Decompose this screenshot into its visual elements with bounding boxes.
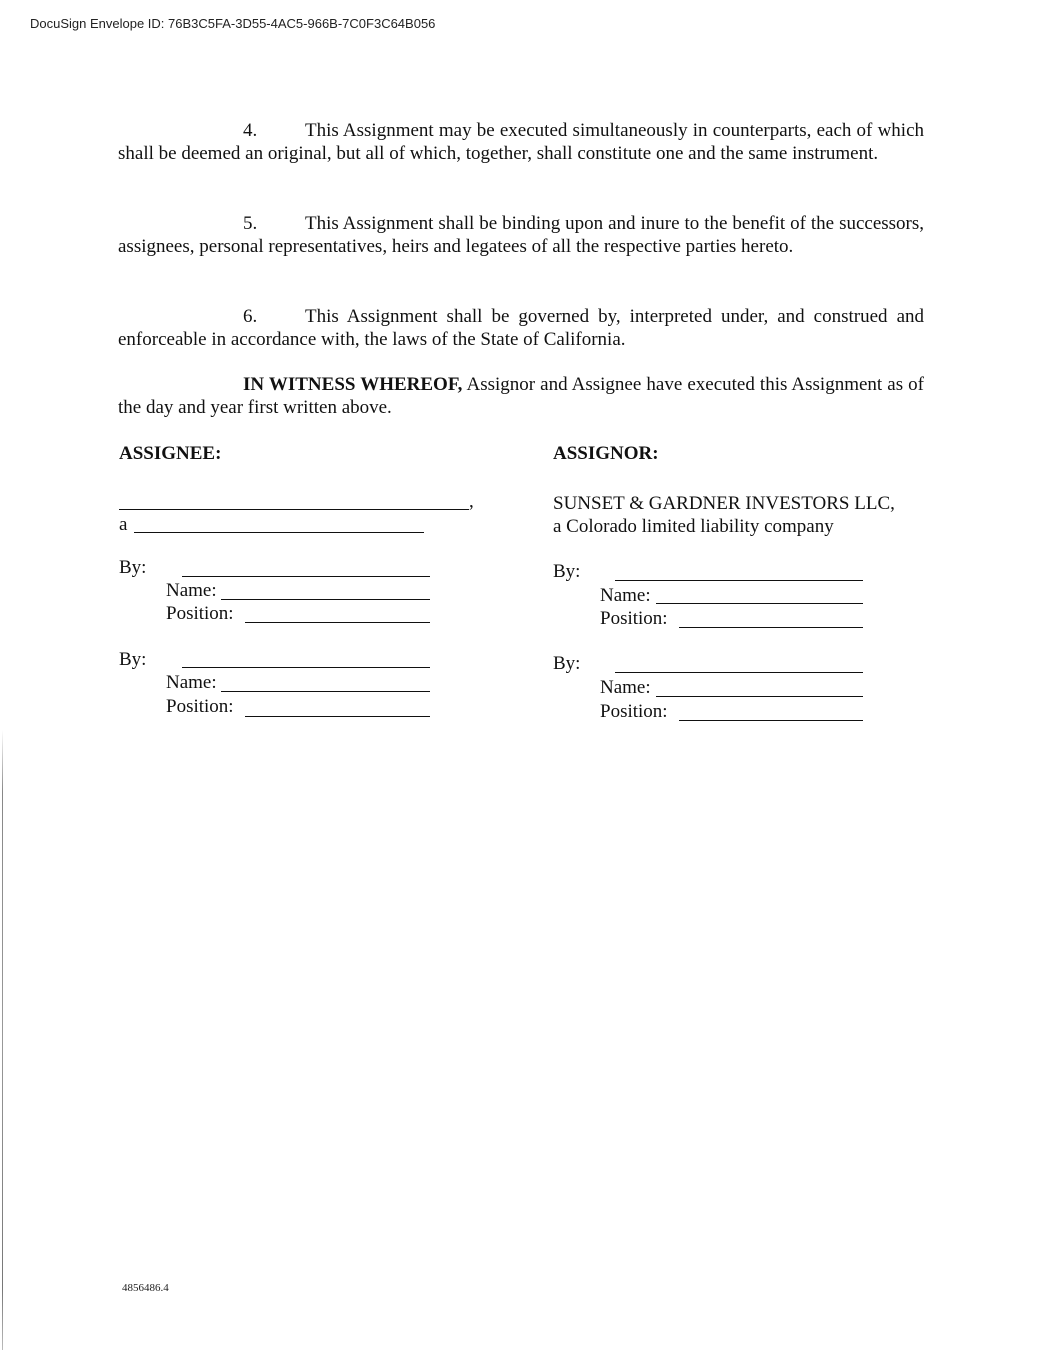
assignor-position-label-2: Position: [600,701,668,722]
paragraph-first-line: This Assignment shall be governed by, interpreted under, and construed and [305,306,924,327]
witness-text: Assignor and Assignee have executed this Assignment as of the day and year first written above. [118,374,925,418]
paragraph-6 [118,305,924,351]
assignee-name-label-1: Name: [166,580,217,601]
assignor-name-label-1: Name: [600,585,651,606]
paragraph-5 [118,212,924,258]
assignee-by-label-2: By: [119,649,147,670]
scan-edge-line [2,730,3,1350]
paragraph-rest: successors, assignees, personal representatives, heirs and legatees of all the respective parties hereto. [118,213,925,257]
assignor-heading: ASSIGNOR: [553,443,659,464]
paragraph-first-line: This Assignment shall be binding upon and inure to the benefit of the [305,213,835,234]
paragraph-rest: which shall be deemed an original, but all of which, together, shall constitute one and the same instrument. [118,120,925,164]
assignee-position-label-1: Position: [166,603,234,624]
assignor-position-label-1: Position: [600,608,668,629]
assignor-by-line-2[interactable] [615,672,863,673]
assignor-company-name: SUNSET & GARDNER INVESTORS LLC, [553,493,895,514]
assignee-position-line-2[interactable] [245,716,430,717]
assignor-company-description: a Colorado limited liability company [553,516,834,537]
paragraph-number: 6. [243,306,258,327]
assignee-by-line-2[interactable] [182,667,430,668]
assignee-comma: , [469,491,474,512]
assignee-by-label-1: By: [119,557,147,578]
assignor-by-line-1[interactable] [615,580,863,581]
assignor-position-line-1[interactable] [679,627,863,628]
docusign-envelope-id: DocuSign Envelope ID: 76B3C5FA-3D55-4AC5-966B-7C0F3C64B056 [30,16,436,31]
assignor-name-label-2: Name: [600,677,651,698]
assignor-name-line-1[interactable] [656,603,863,604]
assignee-a-label: a [119,514,128,535]
assignee-position-line-1[interactable] [245,622,430,623]
paragraph-rest: enforceable in accordance with, the laws of the State of California. [118,329,626,350]
assignee-entity-type-line[interactable] [134,532,424,533]
assignee-heading: ASSIGNEE: [119,443,222,464]
assignee-name-line-2[interactable] [221,691,430,692]
assignee-name-line-1[interactable] [221,599,430,600]
assignor-name-line-2[interactable] [656,696,863,697]
assignor-by-label-2: By: [553,653,581,674]
assignee-name-line[interactable] [119,509,469,510]
witness-paragraph [118,373,924,419]
witness-bold: IN WITNESS WHEREOF, [243,374,463,395]
paragraph-first-line: This Assignment may be executed simultaneously in counterparts, each of [305,120,873,141]
assignee-by-line-1[interactable] [182,576,430,577]
assignor-position-line-2[interactable] [679,720,863,721]
assignee-position-label-2: Position: [166,696,234,717]
assignee-name-label-2: Name: [166,672,217,693]
paragraph-number: 4. [243,120,258,141]
document-number-footer: 4856486.4 [122,1282,169,1294]
paragraph-4 [118,119,924,165]
assignor-by-label-1: By: [553,561,581,582]
paragraph-number: 5. [243,213,258,234]
